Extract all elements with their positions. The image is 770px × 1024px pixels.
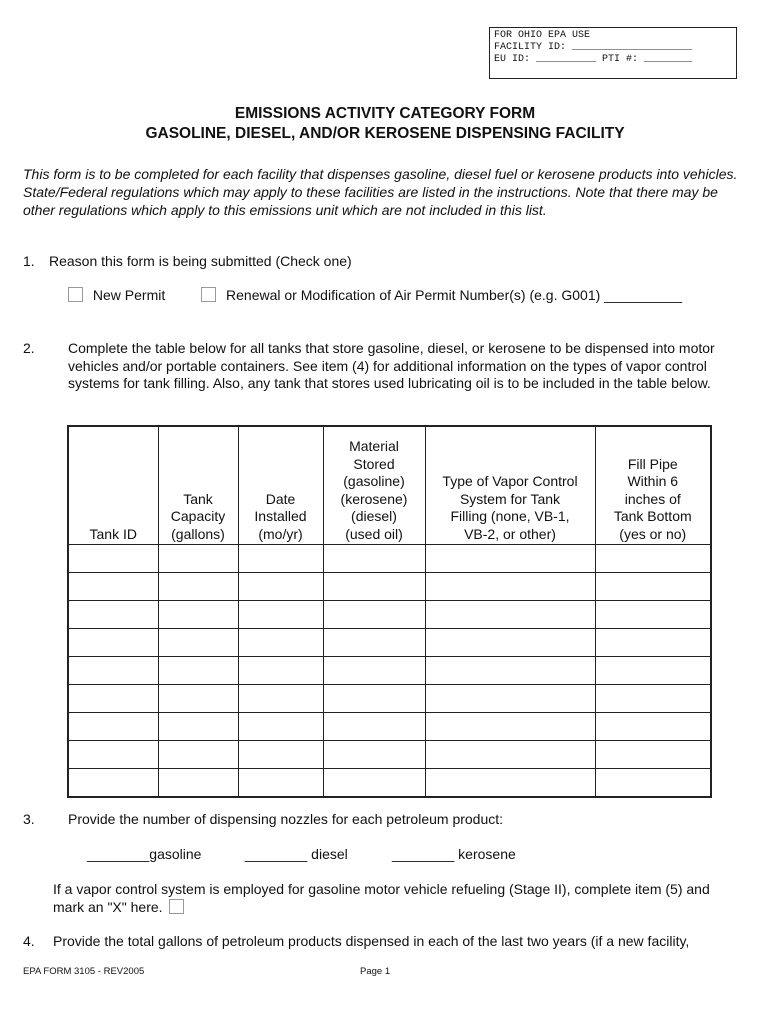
table-cell[interactable] [238,769,323,798]
intro-paragraph: This form is to be completed for each facility that dispenses gasoline, diesel fuel or kerosene products into vehicles. State/Federal regulations which may apply to these facilities are listed in the instructions. Note that there may be other regulations which apply to this emissions unit which are not included in this list. [23,166,738,218]
table-row [68,545,711,573]
table-cell[interactable] [425,629,595,657]
q4-text: Provide the total gallons of petroleum products dispensed in each of the last two years (if a new facility, [53,933,690,949]
form-subtitle: GASOLINE, DIESEL, AND/OR KEROSENE DISPENSING FACILITY [145,125,625,142]
tank-table-header [68,426,711,545]
table-cell[interactable] [68,629,158,657]
header-tank-capacity: Tank Capacity (gallons) [158,426,238,545]
table-cell[interactable] [425,769,595,798]
table-cell[interactable] [595,657,711,685]
table-cell[interactable] [238,601,323,629]
diesel-nozzles-field[interactable]: ________ diesel [245,846,348,862]
stage2-text: If a vapor control system is employed for gasoline motor vehicle refueling (Stage II), complete item (5) and mark an "X" here. [53,881,710,915]
gasoline-nozzles-field[interactable]: ________gasoline [87,846,202,862]
renewal-checkbox[interactable] [201,287,216,302]
table-cell[interactable] [425,685,595,713]
table-cell[interactable] [425,601,595,629]
table-cell[interactable] [323,545,425,573]
table-cell[interactable] [323,769,425,798]
table-cell[interactable] [158,573,238,601]
table-cell[interactable] [595,545,711,573]
table-cell[interactable] [238,685,323,713]
header-material-stored: Material Stored (gasoline) (kerosene) (diesel) (used oil) [323,426,425,545]
table-cell[interactable] [425,657,595,685]
new-permit-label: New Permit [92,287,166,303]
table-row [68,629,711,657]
header-fill-pipe: Fill Pipe Within 6 inches of Tank Bottom (yes or no) [595,426,711,545]
table-row [68,657,711,685]
table-cell[interactable] [68,769,158,798]
table-cell[interactable] [425,573,595,601]
table-cell[interactable] [595,741,711,769]
table-cell[interactable] [323,713,425,741]
table-row [68,713,711,741]
table-cell[interactable] [425,713,595,741]
q2-number: 2. [23,340,35,356]
table-row [68,741,711,769]
table-cell[interactable] [238,545,323,573]
tank-table-body [68,545,711,798]
table-cell[interactable] [68,741,158,769]
epa-use-box [489,27,737,79]
header-tank-id: Tank ID [68,426,158,545]
table-cell[interactable] [238,629,323,657]
table-cell[interactable] [238,713,323,741]
table-cell[interactable] [68,601,158,629]
header-date-installed: Date Installed (mo/yr) [238,426,323,545]
table-cell[interactable] [158,601,238,629]
q3-number: 3. [23,811,35,827]
stage2-note [53,881,743,916]
table-cell[interactable] [238,741,323,769]
table-cell[interactable] [68,545,158,573]
table-cell[interactable] [595,713,711,741]
q1-options [68,287,682,305]
table-cell[interactable] [158,741,238,769]
table-cell[interactable] [323,741,425,769]
table-row [68,769,711,798]
table-row [68,573,711,601]
q3-text: Provide the number of dispensing nozzles for each petroleum product: [68,811,504,827]
table-cell[interactable] [68,573,158,601]
table-cell[interactable] [238,657,323,685]
table-cell[interactable] [595,629,711,657]
q4-number: 4. [23,933,35,949]
facility-id-field[interactable]: FACILITY ID: ____________________ [494,42,693,53]
table-row [68,685,711,713]
renewal-label: Renewal or Modification of Air Permit Number(s) (e.g. G001) __________ [226,287,683,303]
table-cell[interactable] [595,601,711,629]
new-permit-checkbox[interactable] [68,287,83,302]
header-vapor-control: Type of Vapor Control System for Tank Filling (none, VB-1, VB-2, or other) [425,426,595,545]
epa-use-label: FOR OHIO EPA USE [494,30,591,41]
stage2-checkbox[interactable] [169,899,184,914]
table-cell[interactable] [158,713,238,741]
table-row [68,601,711,629]
table-cell[interactable] [323,573,425,601]
table-cell[interactable] [158,545,238,573]
table-cell[interactable] [425,741,595,769]
table-cell[interactable] [68,685,158,713]
table-cell[interactable] [595,685,711,713]
form-id: EPA FORM 3105 - REV2005 [23,966,145,977]
q2-text: Complete the table below for all tanks that store gasoline, diesel, or kerosene to be dispensed into motor vehicles and/or portable containers. See item (4) for additional information on the types of vapor control systems for tank filling. Also, any tank that stores used lubricating oil is to be included in the table below. [68,340,715,391]
table-cell[interactable] [158,769,238,798]
tank-table [67,425,712,798]
table-cell[interactable] [595,573,711,601]
table-cell[interactable] [158,657,238,685]
page-number: Page 1 [360,966,391,977]
table-cell[interactable] [68,713,158,741]
table-cell[interactable] [323,685,425,713]
table-cell[interactable] [158,629,238,657]
form-title: EMISSIONS ACTIVITY CATEGORY FORM [234,105,536,122]
table-cell[interactable] [595,769,711,798]
table-cell[interactable] [323,657,425,685]
q1-number: 1. [23,253,35,269]
eu-pti-field[interactable]: EU ID: __________ PTI #: ________ [494,54,693,65]
table-cell[interactable] [238,573,323,601]
table-cell[interactable] [323,601,425,629]
q1-text: Reason this form is being submitted (Check one) [49,253,352,269]
table-cell[interactable] [323,629,425,657]
table-cell[interactable] [425,545,595,573]
table-cell[interactable] [158,685,238,713]
table-cell[interactable] [68,657,158,685]
kerosene-nozzles-field[interactable]: ________ kerosene [392,846,516,862]
